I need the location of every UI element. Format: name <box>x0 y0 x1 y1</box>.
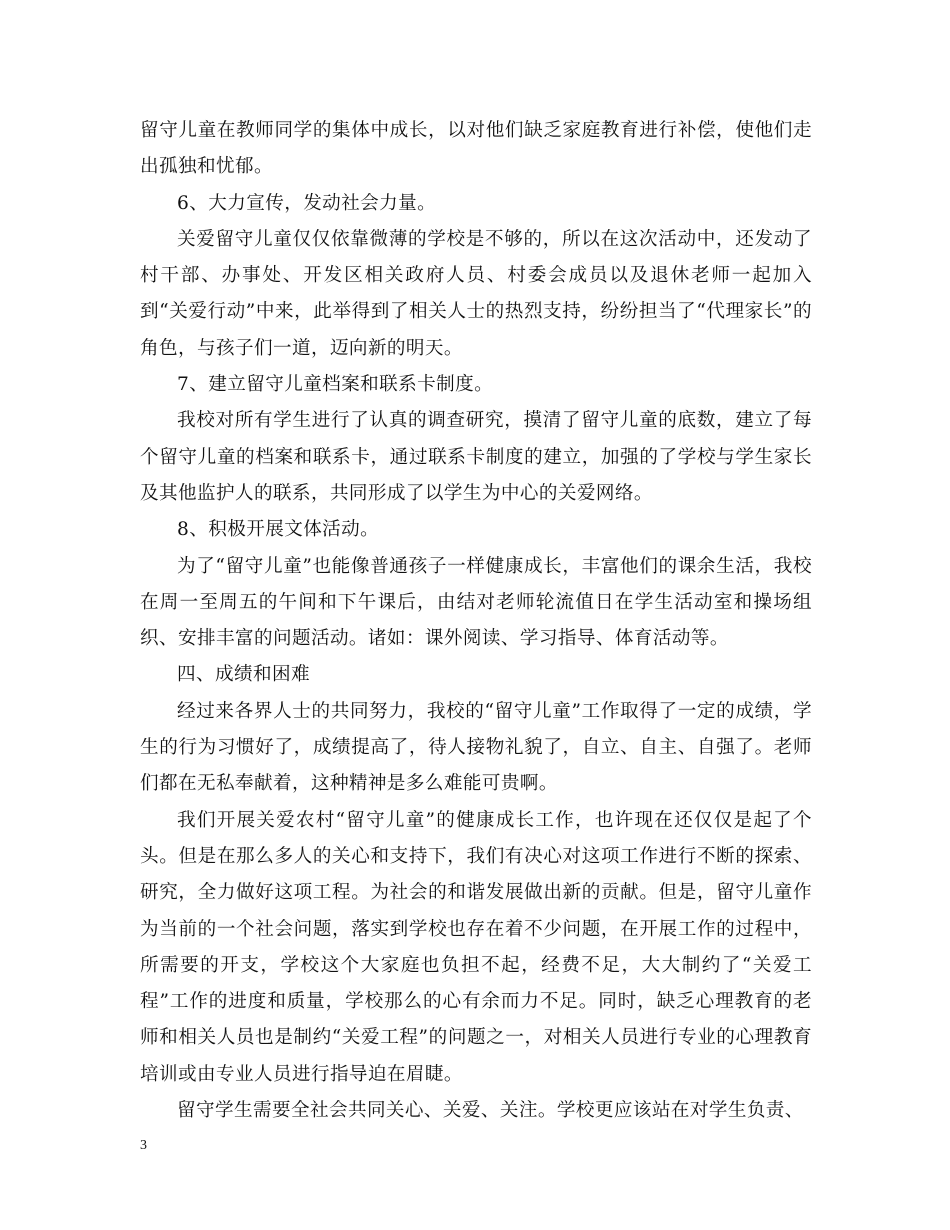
paragraph-publicity: 关爱留守儿童仅仅依靠微薄的学校是不够的，所以在这次活动中，还发动了村干部、办事处、开发区相关政府人员、村委会成员以及退休老师一起加入到“关爱行动”中来，此举得到了相关人士的热烈支持，纷纷担当了“代理家长”的角色，与孩子们一道，迈向新的明天。 <box>140 228 812 359</box>
section-heading-6: 6、大力宣传，发动社会力量。 <box>177 192 437 214</box>
paragraph-activities: 为了“留守儿童”也能像普通孩子一样健康成长，丰富他们的课余生活，我校在周一至周五的午间和下午课后，由结对老师轮流值日在学生活动室和操场组织、安排丰富的问题活动。诸如：课外阅读、学习指导、体育活动等。 <box>140 555 812 650</box>
paragraph-closing: 留守学生需要全社会共同关心、关爱、关注。学校更应该站在对学生负责、 <box>177 1100 804 1122</box>
section-heading-4: 四、成绩和困难 <box>177 664 310 686</box>
paragraph-difficulties: 我们开展关爱农村“留守儿童”的健康成长工作，也许现在还仅仅是起了个头。但是在那么多人的关心和支持下，我们有决心对这项工作进行不断的探索、研究，全力做好这项工程。为社会的和谐发展做出新的贡献。但是，留守儿童作为当前的一个社会问题，落实到学校也存在着不少问题，在开展工作的过程中，所需要的开支，学校这个大家庭也负担不起，经费不足，大大制约了“关爱工程”工作的进度和质量，学校那么的心有余而力不足。同时，缺乏心理教育的老师和相关人员也是制约“关爱工程”的问题之一，对相关人员进行专业的心理教育培训或由专业人员进行指导迫在眉睫。 <box>140 809 812 1085</box>
page-number: 3 <box>140 1138 147 1153</box>
section-heading-7: 7、建立留守儿童档案和联系卡制度。 <box>177 374 494 396</box>
paragraph-continuation: 留守儿童在教师同学的集体中成长，以对他们缺乏家庭教育进行补偿，使他们走出孤独和忧郁。 <box>140 120 812 178</box>
section-heading-8: 8、积极开展文体活动。 <box>177 519 380 541</box>
paragraph-achievements: 经过来各界人士的共同努力，我校的“留守儿童”工作取得了一定的成绩，学生的行为习惯好了，成绩提高了，待人接物礼貌了，自立、自主、自强了。老师们都在无私奉献着，这种精神是多么难能可贵啊。 <box>140 700 812 795</box>
body-text <box>140 113 812 1129</box>
paragraph-records: 我校对所有学生进行了认真的调查研究，摸清了留守儿童的底数，建立了每个留守儿童的档案和联系卡，通过联系卡制度的建立，加强的了学校与学生家长及其他监护人的联系，共同形成了以学生为中心的关爱网络。 <box>140 410 812 504</box>
